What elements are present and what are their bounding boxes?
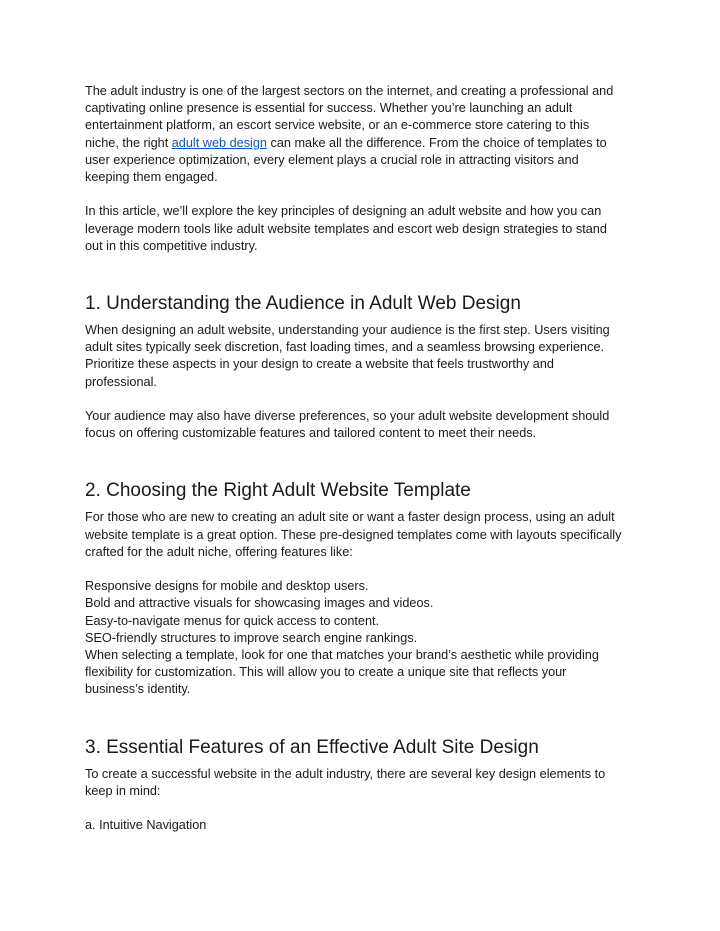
section-3-heading: 3. Essential Features of an Effective Adult Site Design <box>85 736 539 758</box>
section-3-paragraph-1 <box>85 766 645 800</box>
intro-paragraph-1 <box>85 83 645 186</box>
adult-web-design-link[interactable]: adult web design <box>171 135 267 150</box>
text-line: user experience optimization, every element plays a crucial role in attracting visitors and <box>85 152 579 167</box>
intro-paragraph-2 <box>85 203 645 255</box>
text-line: keep in mind: <box>85 783 161 798</box>
text-line: When selecting a template, look for one that matches your brand’s aesthetic while providing <box>85 648 599 663</box>
text-line: Prioritize these aspects in your design to create a website that feels trustworthy and <box>85 357 554 372</box>
list-item: Easy-to-navigate menus for quick access to content. <box>85 613 380 628</box>
section-1-paragraph-1 <box>85 322 645 391</box>
text-line: To create a successful website in the adult industry, there are several key design elements to <box>85 766 606 781</box>
section-3-subheading <box>85 817 645 834</box>
text-line: out in this competitive industry. <box>85 238 258 253</box>
paragraph-gap <box>85 800 645 817</box>
section-2-feature-list <box>85 578 645 698</box>
text-line: In this article, we’ll explore the key principles of designing an adult website and how you can <box>85 204 602 219</box>
paragraph-gap <box>85 391 645 408</box>
text-line: flexibility for customization. This will allow you to create a unique site that reflects your <box>85 665 567 680</box>
text-fragment: can make all the difference. From the choice of templates to <box>266 135 607 150</box>
text-line: website template is a great option. These pre-designed templates come with layouts specifically <box>85 527 622 542</box>
text-line: For those who are new to creating an adult site or want a faster design process, using an adult <box>85 510 615 525</box>
text-fragment: niche, the right <box>85 135 172 150</box>
section-1-heading: 1. Understanding the Audience in Adult Web Design <box>85 293 521 315</box>
subheading-text: a. Intuitive Navigation <box>85 818 207 833</box>
list-item: Bold and attractive visuals for showcasing images and videos. <box>85 596 434 611</box>
text-line: captivating online presence is essential for success. Whether you’re launching an adult <box>85 101 573 116</box>
section-2-heading: 2. Choosing the Right Adult Website Template <box>85 480 471 502</box>
text-line: When designing an adult website, understanding your audience is the first step. Users visiting <box>85 323 610 338</box>
text-line: leverage modern tools like adult website templates and escort web design strategies to stand <box>85 221 607 236</box>
section-1-paragraph-2 <box>85 408 645 442</box>
text-line: entertainment platform, an escort service website, or an e-commerce store catering to this <box>85 118 590 133</box>
text-line: adult sites typically seek discretion, fast loading times, and a seamless browsing experience. <box>85 340 605 355</box>
paragraph-gap <box>85 186 645 203</box>
text-line: Your audience may also have diverse preferences, so your adult website development should <box>85 409 610 424</box>
document-page <box>85 83 645 834</box>
section-2-paragraph-1 <box>85 509 645 561</box>
text-line: focus on offering customizable features and tailored content to meet their needs. <box>85 426 537 441</box>
list-item: Responsive designs for mobile and desktop users. <box>85 579 369 594</box>
text-line-with-link <box>85 135 645 152</box>
text-line: crafted for the adult niche, offering features like: <box>85 544 353 559</box>
text-line: professional. <box>85 374 157 389</box>
paragraph-gap <box>85 561 645 578</box>
list-item: SEO-friendly structures to improve search engine rankings. <box>85 630 418 645</box>
text-line: The adult industry is one of the largest sectors on the internet, and creating a professional and <box>85 84 614 98</box>
text-line: keeping them engaged. <box>85 170 218 185</box>
text-line: business’s identity. <box>85 682 191 697</box>
